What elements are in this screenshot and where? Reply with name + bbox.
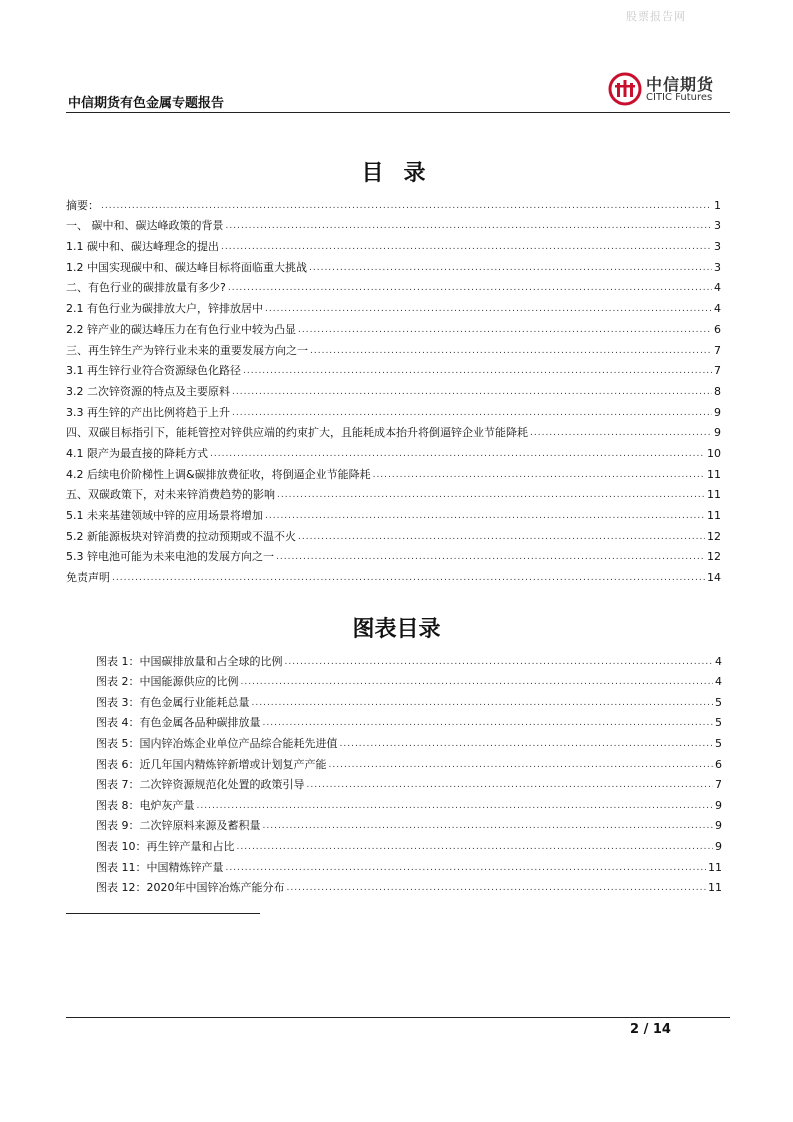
table-of-contents — [66, 192, 721, 585]
figure-entry-page: 5 — [715, 736, 722, 750]
toc-entry[interactable] — [66, 358, 721, 379]
dot-leader — [232, 385, 712, 399]
figure-entry-label: 图表 11：中国精炼锌产量 — [96, 860, 224, 874]
toc-entry-page: 12 — [707, 529, 721, 543]
toc-entry-label: 5.2 新能源板块对锌消费的拉动预期或不温不火 — [66, 529, 296, 543]
dot-leader — [265, 302, 712, 316]
figure-entry-label: 图表 7：二次锌资源规范化处置的政策引导 — [96, 778, 305, 792]
figure-entry-label: 图表 2：中国能源供应的比例 — [96, 675, 239, 689]
toc-entry-label: 1.1 碳中和、碳达峰理念的提出 — [66, 240, 219, 254]
toc-entry-page: 4 — [714, 302, 721, 316]
figure-list — [96, 648, 722, 895]
toc-entry-label: 3.3 再生锌的产出比例将趋于上升 — [66, 405, 230, 419]
toc-entry[interactable] — [66, 295, 721, 316]
footnote-divider — [66, 913, 260, 914]
figure-entry-label: 图表 12：2020年中国锌冶炼产能分布 — [96, 881, 285, 895]
toc-entry[interactable] — [66, 337, 721, 358]
dot-leader — [210, 447, 705, 461]
figure-entry-label: 图表 5：国内锌冶炼企业单位产品综合能耗先进值 — [96, 736, 338, 750]
dot-leader — [112, 571, 705, 585]
toc-entry[interactable] — [66, 523, 721, 544]
dot-leader — [263, 716, 714, 730]
toc-entry-label: 免责声明 — [66, 571, 110, 585]
toc-entry[interactable] — [66, 254, 721, 275]
dot-leader — [228, 281, 712, 295]
figure-entry-label: 图表 6：近几年国内精炼锌新增或计划复产产能 — [96, 757, 327, 771]
figure-entry[interactable] — [96, 648, 722, 669]
header-divider — [66, 112, 730, 113]
toc-entry-page: 9 — [714, 426, 721, 440]
page-number: 2 / 14 — [630, 1022, 671, 1037]
toc-entry[interactable] — [66, 213, 721, 234]
figure-entry-page: 4 — [715, 654, 722, 668]
dot-leader — [277, 488, 705, 502]
figure-entry[interactable] — [96, 751, 722, 772]
citic-logo-icon — [608, 72, 642, 106]
dot-leader — [373, 468, 705, 482]
toc-entry-label: 1.2 中国实现碳中和、碳达峰目标将面临重大挑战 — [66, 260, 307, 274]
toc-entry-page: 3 — [714, 219, 721, 233]
dot-leader — [265, 509, 705, 523]
figure-entry[interactable] — [96, 813, 722, 834]
toc-entry[interactable] — [66, 461, 721, 482]
toc-entry-page: 11 — [707, 488, 721, 502]
figure-entry[interactable] — [96, 854, 722, 875]
toc-entry-page: 11 — [707, 467, 721, 481]
dot-leader — [309, 261, 712, 275]
figure-entry[interactable] — [96, 689, 722, 710]
toc-entry[interactable] — [66, 316, 721, 337]
watermark: 股票报告网 — [626, 10, 686, 23]
toc-entry[interactable] — [66, 378, 721, 399]
toc-entry-label: 5.1 未来基建领域中锌的应用场景将增加 — [66, 509, 263, 522]
toc-entry-page: 9 — [714, 405, 721, 419]
figure-entry[interactable] — [96, 730, 722, 751]
toc-entry[interactable] — [66, 420, 721, 441]
dot-leader — [263, 819, 714, 833]
toc-entry-page: 7 — [714, 364, 721, 378]
toc-entry[interactable] — [66, 192, 721, 213]
toc-title: 目录 — [361, 161, 446, 186]
dot-leader — [307, 778, 714, 792]
dot-leader — [329, 758, 714, 772]
toc-entry-page: 7 — [714, 343, 721, 357]
logo-english-name: CITIC Futures — [646, 92, 713, 103]
toc-entry-page: 4 — [714, 281, 721, 295]
dot-leader — [221, 240, 712, 254]
dot-leader — [530, 426, 712, 440]
figure-entry-page: 4 — [715, 675, 722, 689]
toc-entry-page: 8 — [714, 384, 721, 398]
figure-entry-page: 6 — [715, 757, 722, 771]
dot-leader — [252, 696, 714, 710]
figure-entry-label: 图表 3：有色金属行业能耗总量 — [96, 695, 250, 709]
logo-chinese-name: 中信期货 — [646, 75, 715, 94]
toc-entry[interactable] — [66, 275, 721, 296]
figure-entry-page: 11 — [708, 881, 722, 895]
figure-entry-page: 9 — [715, 839, 722, 853]
figure-entry-label: 图表 1：中国碳排放量和占全球的比例 — [96, 654, 283, 668]
figure-entry-page: 11 — [708, 860, 722, 874]
toc-entry-page: 1 — [714, 198, 721, 212]
figure-list-title: 图表目录 — [352, 617, 441, 642]
figure-entry-label: 图表 9：二次锌原料来源及蓄积量 — [96, 819, 261, 833]
toc-entry-label: 2.1 有色行业为碳排放大户，锌排放居中 — [66, 302, 263, 316]
dot-leader — [298, 323, 712, 337]
toc-entry-page: 3 — [714, 260, 721, 274]
dot-leader — [226, 219, 713, 233]
toc-entry-label: 摘要： — [66, 198, 99, 212]
figure-entry-label: 图表 10：再生锌产量和占比 — [96, 839, 235, 853]
toc-entry-label: 五、双碳政策下，对未来锌消费趋势的影响 — [66, 488, 275, 502]
figure-entry[interactable] — [96, 875, 722, 896]
footer-divider — [66, 1017, 730, 1018]
toc-entry-label: 三、再生锌生产为锌行业未来的重要发展方向之一 — [66, 343, 308, 357]
toc-entry[interactable] — [66, 482, 721, 503]
figure-entry[interactable] — [96, 710, 722, 731]
toc-entry[interactable] — [66, 564, 721, 585]
toc-entry-label: 一、 碳中和、碳达峰政策的背景 — [66, 219, 224, 233]
figure-entry-label: 图表 8：电炉灰产量 — [96, 798, 195, 812]
dot-leader — [287, 881, 707, 895]
toc-entry-page: 3 — [714, 240, 721, 254]
toc-entry[interactable] — [66, 399, 721, 420]
toc-entry-label: 4.1 限产为最直接的降耗方式 — [66, 446, 208, 460]
figure-entry-page: 5 — [715, 716, 722, 730]
toc-entry[interactable] — [66, 544, 721, 565]
toc-entry-label: 2.2 锌产业的碳达峰压力在有色行业中较为凸显 — [66, 322, 296, 336]
dot-leader — [101, 199, 712, 213]
dot-leader — [232, 406, 712, 420]
toc-entry-label: 4.2 后续电价阶梯性上调&碳排放费征收，将倒逼企业节能降耗 — [66, 467, 371, 481]
figure-entry[interactable] — [96, 772, 722, 793]
toc-entry-label: 5.3 锌电池可能为未来电池的发展方向之一 — [66, 550, 274, 564]
dot-leader — [276, 550, 705, 564]
figure-entry-label: 图表 4：有色金属各品种碳排放量 — [96, 716, 261, 730]
figure-entry-page: 7 — [715, 778, 722, 792]
toc-entry-page: 6 — [714, 322, 721, 336]
dot-leader — [298, 530, 705, 544]
toc-entry[interactable] — [66, 502, 721, 523]
figure-entry-page: 9 — [715, 819, 722, 833]
toc-entry-label: 二、有色行业的碳排放量有多少? — [66, 281, 226, 295]
figure-entry[interactable] — [96, 792, 722, 813]
toc-entry-label: 3.1 再生锌行业符合资源绿色化路径 — [66, 364, 241, 378]
dot-leader — [285, 655, 714, 669]
toc-entry[interactable] — [66, 233, 721, 254]
dot-leader — [226, 861, 707, 875]
toc-entry-page: 10 — [707, 446, 721, 460]
dot-leader — [241, 675, 714, 689]
toc-entry-page: 11 — [707, 509, 721, 522]
dot-leader — [237, 840, 714, 854]
dot-leader — [197, 799, 714, 813]
citic-logo — [608, 72, 730, 108]
figure-entry[interactable] — [96, 833, 722, 854]
dot-leader — [310, 344, 712, 358]
toc-entry-label: 3.2 二次锌资源的特点及主要原料 — [66, 384, 230, 398]
toc-entry-page: 14 — [707, 571, 721, 585]
figure-entry-page: 9 — [715, 798, 722, 812]
toc-entry-label: 四、双碳目标指引下，能耗管控对锌供应端的约束扩大，且能耗成本抬升将倒逼锌企业节能降耗 — [66, 426, 528, 440]
report-title: 中信期货有色金属专题报告 — [68, 96, 225, 111]
dot-leader — [340, 737, 714, 751]
figure-entry-page: 5 — [715, 695, 722, 709]
dot-leader — [243, 364, 712, 378]
figure-entry[interactable] — [96, 669, 722, 690]
toc-entry-page: 12 — [707, 550, 721, 564]
toc-entry[interactable] — [66, 440, 721, 461]
